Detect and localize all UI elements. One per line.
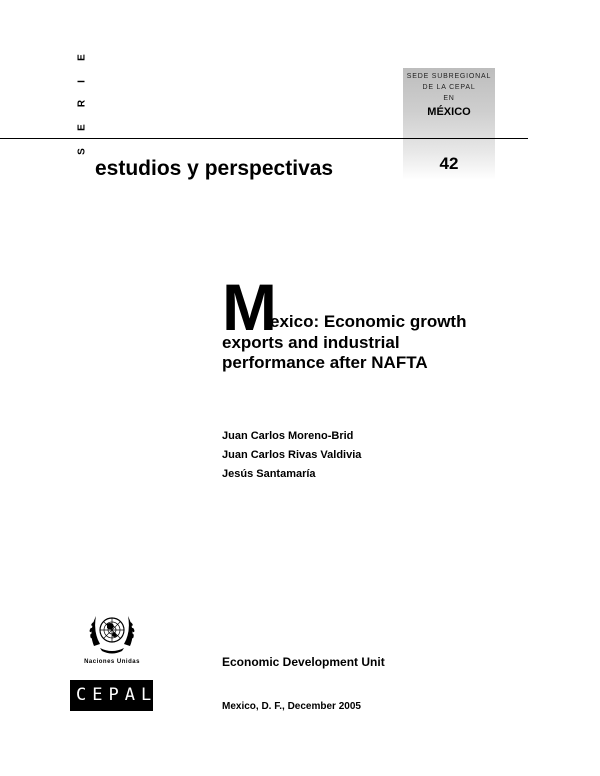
serie-letter-s: S [76,148,88,155]
author-3: Jesús Santamaría [222,468,316,480]
publishing-unit: Economic Development Unit [222,655,385,669]
sede-line-3: EN [443,95,455,102]
title-initial: M [222,270,277,344]
un-emblem-icon [84,608,140,658]
sede-line-2: DE LA CEPAL [422,84,476,91]
serie-letter-e1: E [76,54,88,61]
sede-line-1: SEDE SUBREGIONAL [406,73,492,80]
title-line-3: performance after NAFTA [222,353,428,372]
sede-box [403,68,495,180]
header-rule [0,138,528,139]
title-line-2: exports and industrial [222,333,400,352]
serie-letter-e2: E [76,124,88,131]
place-date: Mexico, D. F., December 2005 [222,701,361,712]
un-name: Naciones Unidas [84,659,140,665]
serie-letter-r: R [76,99,88,108]
series-name: estudios y perspectivas [95,157,334,180]
author-2: Juan Carlos Rivas Valdivia [222,449,362,461]
series-number: 42 [439,154,459,173]
title-line-1: exico: Economic growth [270,312,467,331]
author-1: Juan Carlos Moreno-Brid [222,430,354,442]
cepal-logo: CEPAL [70,680,153,711]
serie-letter-i: I [76,80,88,83]
sede-country: MÉXICO [427,106,471,118]
